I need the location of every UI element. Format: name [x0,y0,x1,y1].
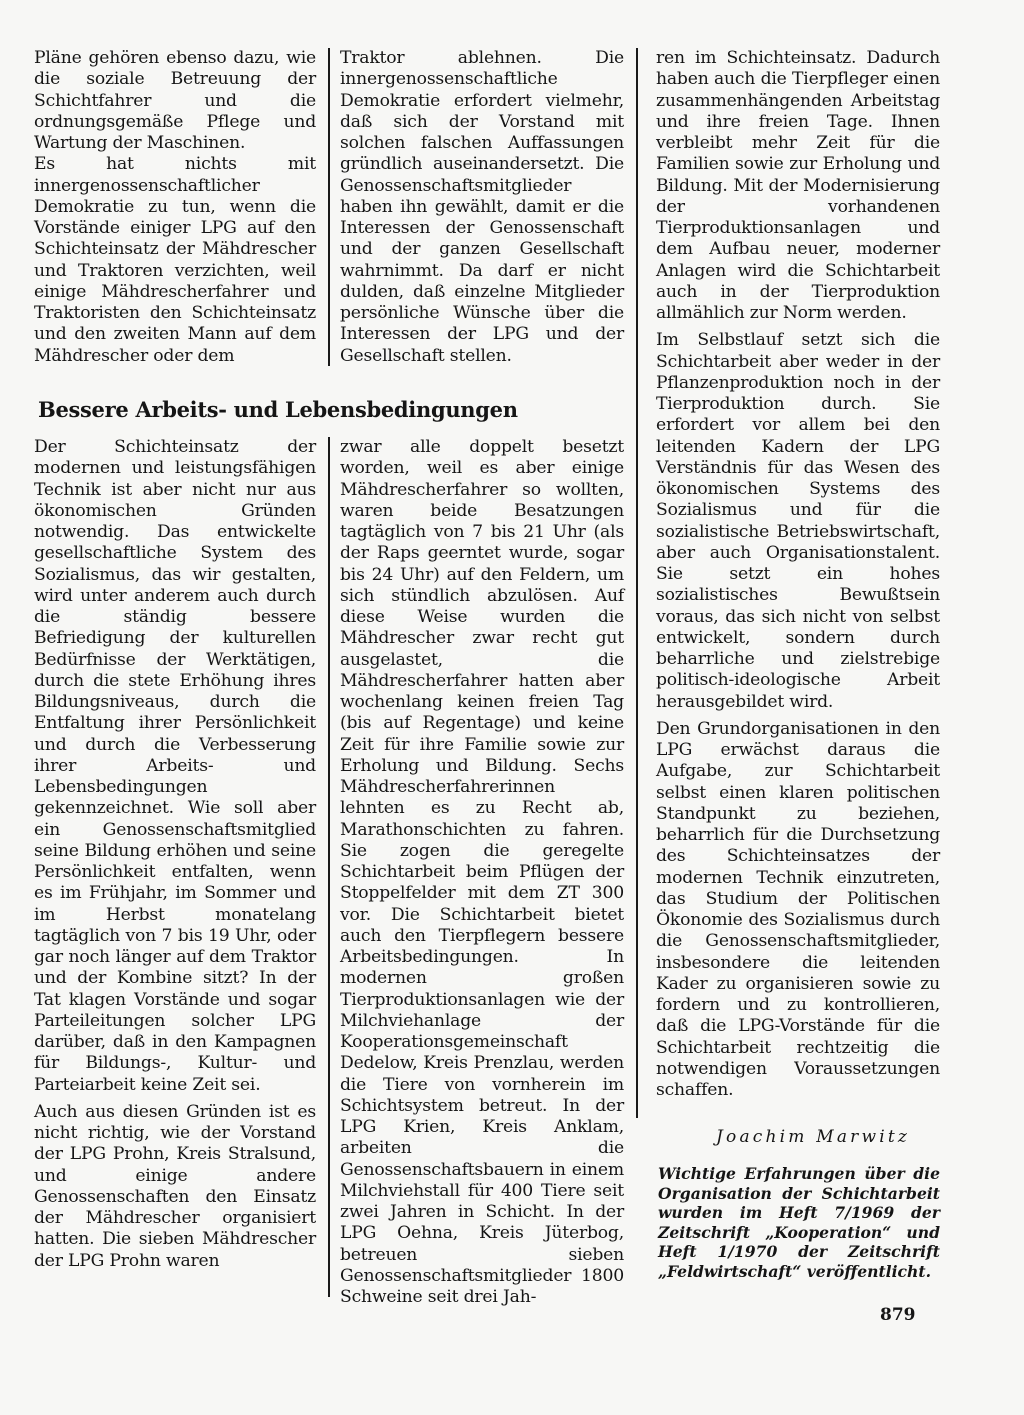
column-divider [328,437,330,1297]
top-left-column [34,48,316,373]
middle-column [340,437,624,1314]
paragraph: Den Grundorganisationen in den LPG erwächst daraus die Aufgabe, zur Schichtarbeit selbst einen klaren politischen Standpunkt zu beziehen, beharrlich für die Durchsetzung des Schichteinsatzes der modernen Technik einzutreten, das Studium der Politischen Ökonomie des Sozialismus durch die Genossenschaftsmitglieder, insbesondere die leitenden Kader zu organisieren sowie zu fordern und zu kontrollieren, daß die LPG-Vorstände für die Schichtarbeit rechtzeitig die notwendigen Voraussetzungen schaffen. [656,718,940,1100]
column-divider [636,48,638,1118]
right-column [656,48,940,1107]
paragraph: Auch aus diesen Gründen ist es nicht richtig, wie der Vorstand der LPG Prohn, Kreis Stralsund, und einige andere Genossenschaften den Einsatz der Mähdrescher organisiert hatten. Die sieben Mähdrescher der LPG Prohn waren [34,1101,316,1271]
author-signature: Joachim Marwitz [716,1127,911,1147]
section-heading: Bessere Arbeits- und Lebensbedingungen [38,397,518,422]
editorial-note: Wichtige Erfahrungen über die Organisation der Schichtarbeit wurden im Heft 7/1969 der Zeitschrift „Kooperation“ und Heft 1/1970 der Zeitschrift „Feldwirtschaft“ veröffentlicht. [658,1164,940,1281]
paragraph: Im Selbstlauf setzt sich die Schichtarbeit aber weder in der Pflanzenproduktion noch in der Tierproduktion durch. Sie erfordert vor allem bei den leitenden Kadern der LPG Verständnis für das Wesen des ökonomischen Systems des Sozialismus und für die sozialistische Betriebswirtschaft, aber auch Organisationstalent. Sie setzt ein hohes sozialistisches Bewußtsein voraus, das sich nicht von selbst entwickelt, sondern durch beharrliche und zielstrebige politisch-ideologische Arbeit herausgebildet wird. [656,330,940,712]
paragraph: ren im Schichteinsatz. Dadurch haben auch die Tierpfleger einen zusammenhängenden Arbeitstag und ihre freien Tage. Ihnen verbleibt mehr Zeit für die Familien sowie zur Erholung und Bildung. Mit der Modernisierung der vorhandenen Tierproduktionsanlagen und dem Aufbau neuer, moderner Anlagen wird die Schichtarbeit auch in der Tierproduktion allmählich zur Norm werden. [656,48,940,323]
column-divider [328,48,330,366]
paragraph: Der Schichteinsatz der modernen und leistungsfähigen Technik ist aber nicht nur aus ökonomischen Gründen notwendig. Das entwickelte gesellschaftliche System des Sozialismus, das wir gestalten, wird unter anderem auch durch die ständig bessere Befriedigung der kulturellen Bedürfnisse der Werktätigen, durch die stete Erhöhung ihres Bildungsniveaus, durch die Entfaltung ihrer Persönlichkeit und durch die Verbesserung ihrer Arbeits- und Lebensbedingungen gekennzeichnet. Wie soll aber ein Genossenschaftsmitglied seine Bildung erhöhen und seine Persönlichkeit entfalten, wenn es im Frühjahr, im Sommer und im Herbst monatelang tagtäglich von 7 bis 19 Uhr, oder gar noch länger auf dem Traktor und der Kombine sitzt? In der Tat klagen Vorstände und sogar Parteileitungen solcher LPG darüber, daß in den Kampagnen für Bildungs-, Kultur- und Parteiarbeit keine Zeit sei. [34,437,316,1095]
paragraph: Traktor ablehnen. Die innergenossenschaftliche Demokratie erfordert vielmehr, daß sich der Vorstand mit solchen falschen Auffassungen gründlich auseinandersetzt. Die Genossenschaftsmitglieder haben ihn gewählt, damit er die Interessen der Genossenschaft und der ganzen Gesellschaft wahrnimmt. Da darf er nicht dulden, daß einzelne Mitglieder persönliche Wünsche über die Interessen der LPG und der Gesellschaft stellen. [340,48,624,366]
left-column [34,437,316,1278]
page-number: 879 [880,1305,916,1325]
paragraph: Pläne gehören ebenso dazu, wie die soziale Betreuung der Schichtfahrer und die ordnungsgemäße Pflege und Wartung der Maschinen. Es hat nichts mit innergenossenschaftlicher Demokratie zu tun, wenn die Vorstände einiger LPG auf den Schichteinsatz der Mähdrescher und Traktoren verzichten, weil einige Mähdrescherfahrer und Traktoristen den Schichteinsatz und den zweiten Mann auf dem Mähdrescher oder dem [34,48,316,366]
paragraph: zwar alle doppelt besetzt worden, weil es aber einige Mähdrescherfahrer so wollten, waren beide Besatzungen tagtäglich von 7 bis 21 Uhr (als der Raps geerntet wurde, sogar bis 24 Uhr) auf den Feldern, um sich stündlich abzulösen. Auf diese Weise wurden die Mähdrescher zwar recht gut ausgelastet, die Mähdrescherfahrer hatten aber wochenlang keinen freien Tag (bis auf Regentage) und keine Zeit für ihre Familie sowie zur Erholung und Bildung. Sechs Mähdrescherfahrerinnen lehnten es zu Recht ab, Marathonschichten zu fahren. Sie zogen die geregelte Schichtarbeit beim Pflügen der Stoppelfelder mit dem ZT 300 vor. Die Schichtarbeit bietet auch den Tierpflegern bessere Arbeitsbedingungen. In modernen großen Tierproduktionsanlagen wie der Milchviehanlage der Kooperationsgemeinschaft Dedelow, Kreis Prenzlau, werden die Tiere von vornherein im Schichtsystem betreut. In der LPG Krien, Kreis Anklam, arbeiten die Genossenschaftsbauern in einem Milchviehstall für 400 Tiere seit zwei Jahren in Schicht. In der LPG Oehna, Kreis Jüterbog, betreuen sieben Genossenschaftsmitglieder 1800 Schweine seit drei Jah- [340,437,624,1307]
top-middle-column [340,48,624,373]
